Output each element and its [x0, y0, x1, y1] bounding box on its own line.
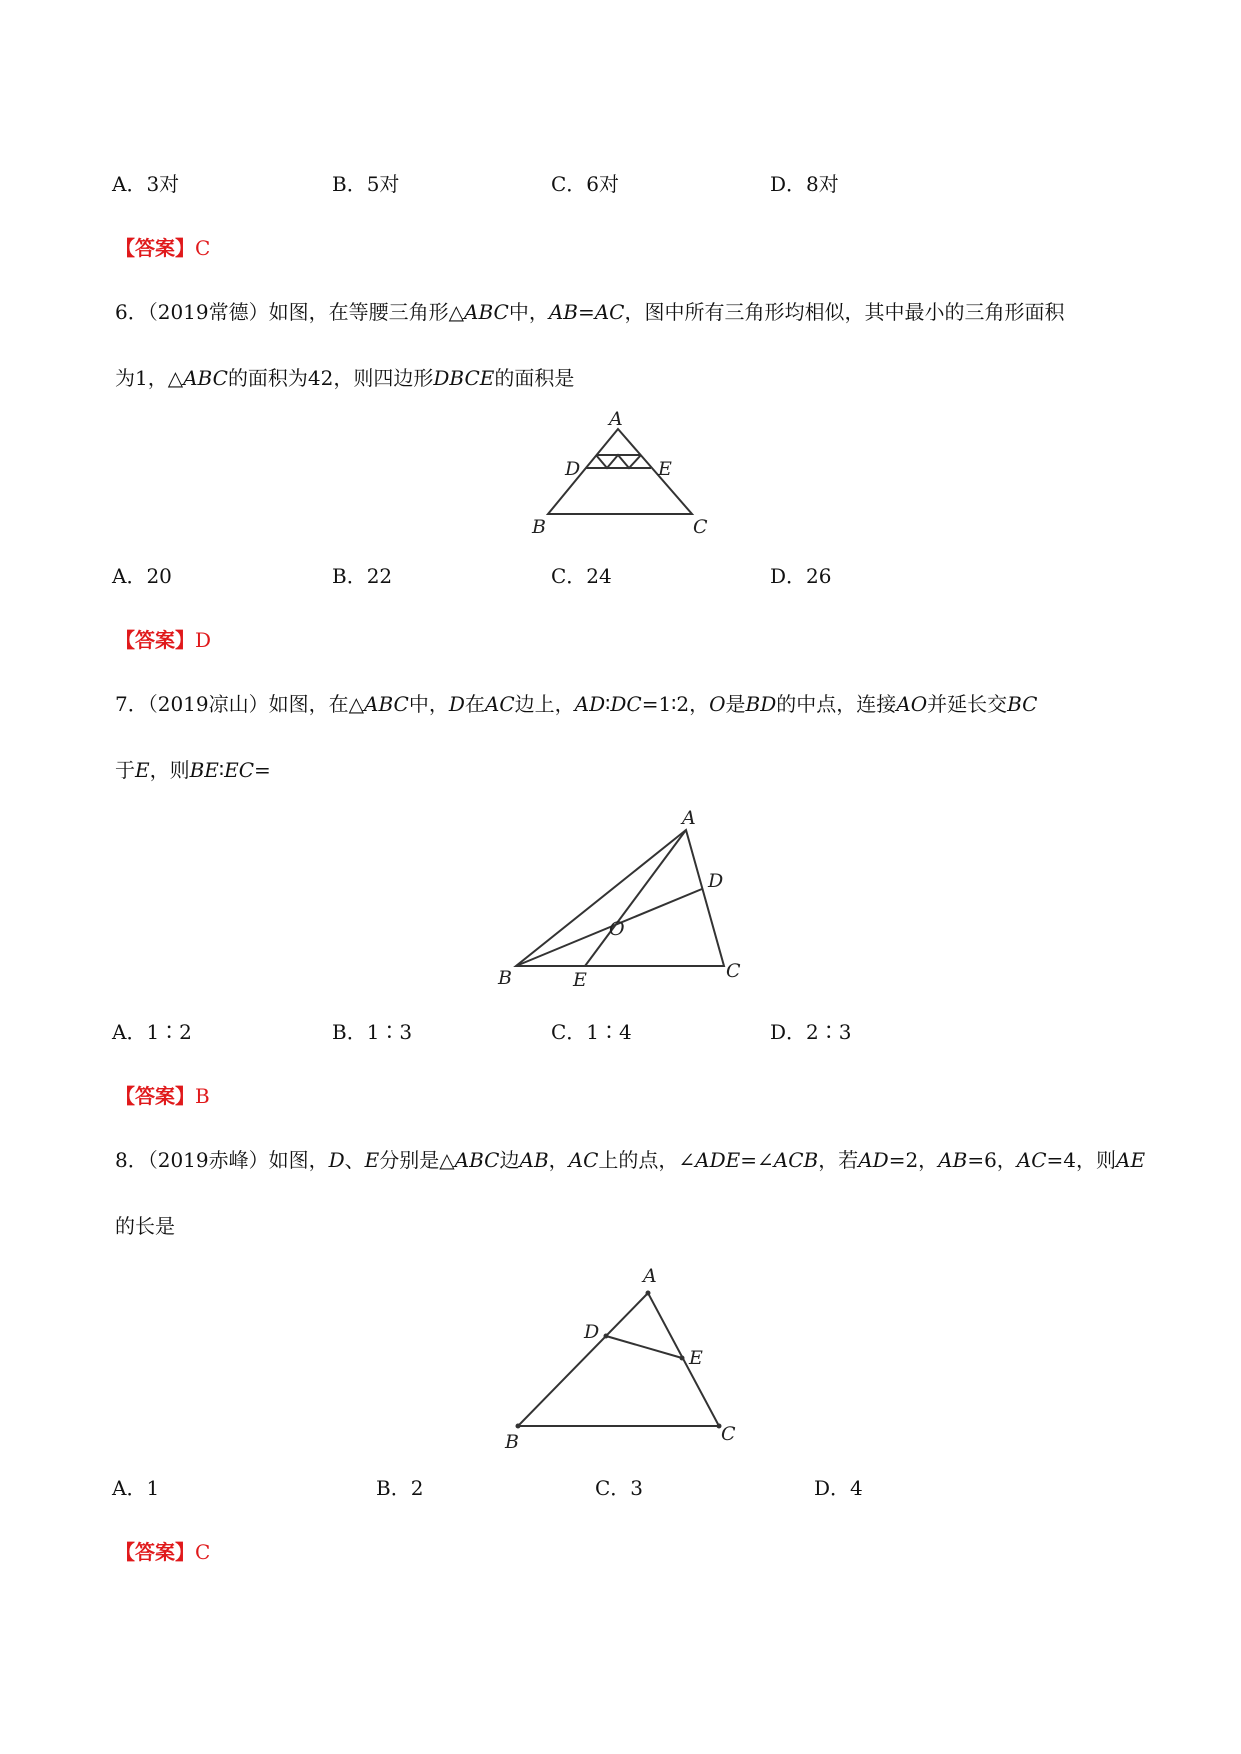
q8-stem-line2: 的长是 [115, 1214, 175, 1238]
q6-stem-line1: 6．（2019常德）如图，在等腰三角形△ABC中，AB=AC，图中所有三角形均相似，其中最小的三角形面积 [115, 300, 1065, 324]
q7-figure [490, 800, 760, 995]
q5-option-b: B．5对 [332, 172, 400, 196]
q7-label-a: A [682, 807, 696, 829]
q6-label-d: D [565, 458, 581, 480]
answer-value: D [195, 628, 212, 652]
q8-option-d: D．4 [814, 1476, 863, 1500]
q8-figure [500, 1260, 750, 1455]
q5-option-d: D．8对 [770, 172, 839, 196]
q5-option-c: C．6对 [551, 172, 620, 196]
q6-option-c: C．24 [551, 564, 612, 588]
q7-label-c: C [726, 960, 741, 982]
q8-stem-line1: 8．（2019赤峰）如图，D、E分别是△ABC边AB，AC上的点，∠ADE=∠ACB，若AD=2，AB=6，AC=4，则AE [115, 1148, 1146, 1172]
q8-label-a: A [643, 1265, 657, 1287]
q7-triangle-abc [516, 830, 724, 966]
q7-option-d: D．2∶3 [770, 1020, 852, 1044]
q7-stem-line1: 7．（2019凉山）如图，在△ABC中，D在AC边上，AD∶DC=1∶2，O是BD的中点，连接AO并延长交BC [115, 692, 1038, 716]
q8-option-c: C．3 [595, 1476, 644, 1500]
q6-option-b: B．22 [332, 564, 393, 588]
q7-option-b: B．1∶3 [332, 1020, 413, 1044]
q7-answer [115, 1082, 210, 1110]
answer-value: C [195, 236, 211, 260]
q8-option-a: A．1 [112, 1476, 160, 1500]
q6-option-a: A．20 [112, 564, 172, 588]
q8-point-e [680, 1356, 685, 1361]
q7-label-e: E [573, 969, 587, 991]
q6-label-a: A [609, 408, 623, 430]
q7-label-d: D [708, 870, 724, 892]
q8-label-e: E [689, 1347, 703, 1369]
q8-label-d: D [584, 1321, 600, 1343]
answer-tag: 【答案】 [115, 1540, 195, 1564]
q6-label-b: B [532, 516, 546, 538]
answer-tag: 【答案】 [115, 1084, 195, 1108]
q7-option-a: A．1∶2 [112, 1020, 192, 1044]
q7-label-b: B [498, 967, 512, 989]
answer-tag: 【答案】 [115, 236, 195, 260]
q7-option-c: C．1∶4 [551, 1020, 632, 1044]
q8-point-d [604, 1334, 609, 1339]
q8-label-c: C [721, 1423, 736, 1445]
q6-stem-line2: 为1，△ABC的面积为42，则四边形DBCE的面积是 [115, 366, 575, 390]
q7-stem-line2: 于E，则BE∶EC= [115, 758, 271, 782]
answer-tag: 【答案】 [115, 628, 195, 652]
q8-option-b: B．2 [376, 1476, 424, 1500]
q6-zigzag [596, 455, 641, 468]
q6-answer [115, 626, 211, 654]
q6-option-d: D．26 [770, 564, 832, 588]
q5-answer [115, 234, 210, 262]
q6-figure [520, 405, 730, 540]
answer-value: C [195, 1540, 211, 1564]
answer-value: B [195, 1084, 210, 1108]
q8-point-b [516, 1424, 521, 1429]
q5-option-a: A．3对 [112, 172, 180, 196]
q6-label-e: E [658, 458, 672, 480]
q6-label-c: C [693, 516, 708, 538]
q7-label-o: O [609, 918, 625, 940]
q8-label-b: B [505, 1431, 519, 1453]
q8-point-a [646, 1291, 651, 1296]
q8-answer [115, 1538, 210, 1566]
q8-segment-de [606, 1336, 682, 1358]
